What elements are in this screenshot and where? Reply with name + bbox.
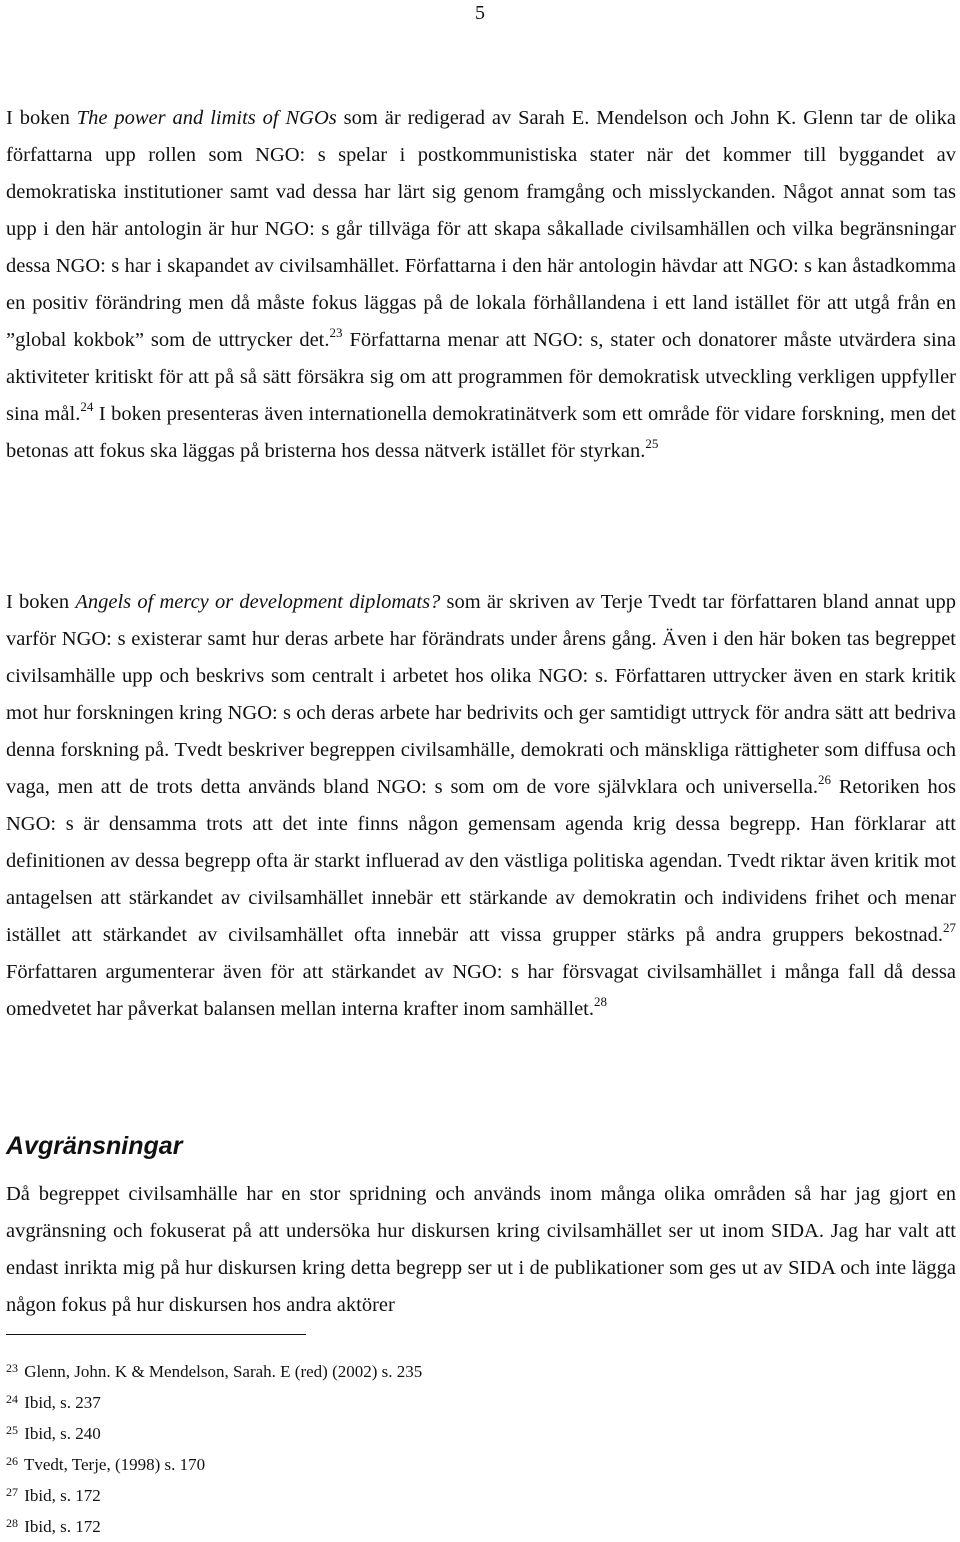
p1-book-title: The power and limits of NGOs <box>76 107 337 129</box>
p2-text-2: som är skriven av Terje Tvedt tar författaren bland annat upp varför NGO: s existerar samt hur deras arbete har förändrats under årens gång. Även i den här boken tas begreppet civilsamhälle upp och beskrivs som centralt i arbetet hos olika NGO: s. Författaren uttrycker även en stark kritik mot hur forskningen kring NGO: s och deras arbete har bedrivits och ger samtidigt uttryck för andra sätt att bedriva denna forskning på. Tvedt beskriver begreppen civilsamhälle, demokrati och mänskliga rättigheter som diffusa och vaga, men att de trots detta används bland NGO: s som om de vore självklara och universella. <box>6 591 956 798</box>
p1-text-2: som är redigerad av Sarah E. Mendelson och John K. Glenn tar de olika författarna upp rollen som NGO: s spelar i postkommunistiska stater när det kommer till byggandet av demokratiska institutioner samt vad dessa har lärt sig genom framgång och misslyckanden. Något annat som tas upp i den här antologin är hur NGO: s går tillväga för att skapa såkallade civilsamhällen och vilka begränsningar dessa NGO: s har i skapandet av civilsamhället. Författarna i den här antologin hävdar att NGO: s kan åstadkomma en positiv förändring men då måste fokus läggas på de lokala förhållandena i ett land istället för att utgå från en ”global kokbok” som de uttrycker det. <box>6 107 956 351</box>
footnote-27 <box>6 1477 422 1508</box>
p2-text-3: Retoriken hos NGO: s är densamma trots att det inte finns någon gemensam agenda krig dessa begrepp. Han förklarar att definitionen av dessa begrepp ofta är starkt influerad av den västliga politiska agendan. Tvedt riktar även kritik mot antagelsen att stärkandet av civilsamhället innebär ett stärkande av demokratin och individens frihet och menar istället att stärkandet av civilsamhället ofta innebär att vissa grupper stärks på andra gruppers bekostnad. <box>6 776 956 946</box>
paragraph-avgransningar: Då begreppet civilsamhälle har en stor spridning och används inom många olika områden så har jag gjort en avgränsning och fokuserat på att undersöka hur diskursen kring civilsamhället ser ut inom SIDA. Jag har valt att endast inrikta mig på hur diskursen kring detta begrepp ser ut i de publikationer som ges ut av SIDA och inte lägga någon fokus på hur diskursen hos andra aktörer <box>6 1183 956 1316</box>
footnote-ref-23[interactable]: 23 <box>329 325 343 340</box>
footnote-text: Ibid, s. 240 <box>20 1424 101 1443</box>
footnote-ref-28[interactable]: 28 <box>594 994 607 1009</box>
p2-text-1: I boken <box>6 591 76 613</box>
footnote-28 <box>6 1508 422 1539</box>
p2-book-title: Angels of mercy or development diplomats? <box>75 591 441 613</box>
paragraph-angels-of-mercy <box>6 584 956 1028</box>
footnote-number: 27 <box>6 1485 18 1499</box>
footnote-number: 25 <box>6 1423 18 1437</box>
footnote-text: Tvedt, Terje, (1998) s. 170 <box>20 1455 206 1474</box>
footnote-list <box>6 1353 422 1539</box>
p1-text-4: I boken presenteras även internationella demokratinätverk som ett område för vidare forskning, men det betonas att fokus ska läggas på bristerna hos dessa nätverk istället för styrkan. <box>6 403 956 462</box>
footnote-number: 26 <box>6 1454 18 1468</box>
footnote-number: 23 <box>6 1361 18 1375</box>
footnote-ref-27[interactable]: 27 <box>943 920 956 935</box>
page-number: 5 <box>475 2 485 24</box>
footnote-text: Glenn, John. K & Mendelson, Sarah. E (red) (2002) s. 235 <box>20 1362 423 1381</box>
footnote-text: Ibid, s. 172 <box>20 1517 101 1536</box>
footnote-ref-26[interactable]: 26 <box>817 772 831 787</box>
footnote-26 <box>6 1446 422 1477</box>
p1-text-1: I boken <box>6 107 77 129</box>
footnote-text: Ibid, s. 172 <box>20 1486 101 1505</box>
section-heading-avgransningar: Avgränsningar <box>6 1132 183 1160</box>
footnote-separator <box>6 1334 306 1335</box>
footnote-24 <box>6 1384 422 1415</box>
p2-text-4: Författaren argumenterar även för att stärkandet av NGO: s har försvagat civilsamhället i många fall då dessa omedvetet har påverkat balansen mellan interna krafter inom samhället. <box>6 961 956 1020</box>
p1-text-3: Författarna menar att NGO: s, stater och donatorer måste utvärdera sina aktiviteter kritiskt för att på så sätt försäkra sig om att programmen för demokratisk utveckling verkligen uppfyller sina mål. <box>6 329 956 425</box>
footnote-25 <box>6 1415 422 1446</box>
footnote-23 <box>6 1353 422 1384</box>
footnote-number: 24 <box>6 1392 18 1406</box>
footnote-text: Ibid, s. 237 <box>20 1393 101 1412</box>
footnote-ref-24[interactable]: 24 <box>80 399 94 414</box>
paragraph-ngo-power-limits <box>6 100 956 470</box>
footnote-number: 28 <box>6 1516 18 1530</box>
footnote-ref-25[interactable]: 25 <box>645 436 659 451</box>
